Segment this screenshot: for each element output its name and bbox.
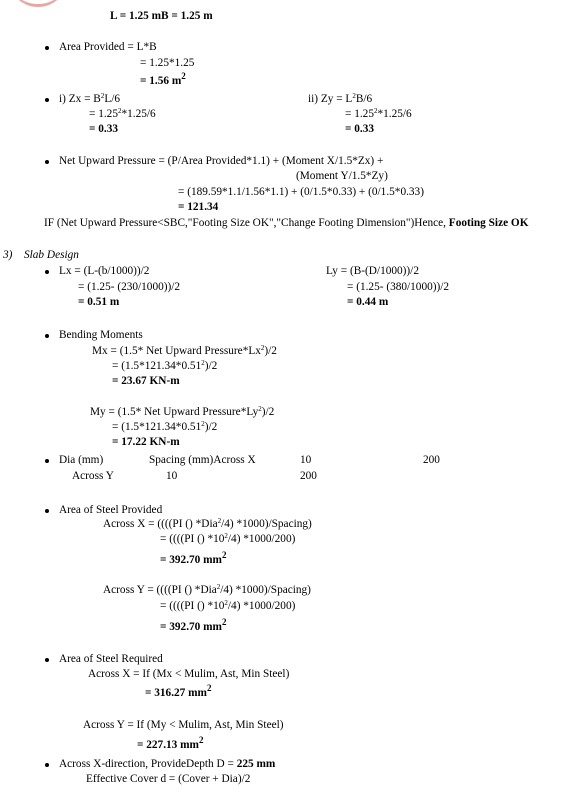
steel-required-y-formula: Across Y = If (My < Mulim, Ast, Min Steel) — [83, 719, 284, 731]
bullet — [45, 334, 49, 338]
my-calc: = $(1.5*121.34*0.51^2)/2$ — [112, 420, 218, 433]
steel-provided-x-result: = 392.70 $mm^2$ — [160, 550, 227, 566]
section-title: Slab Design — [24, 249, 79, 261]
bullet — [45, 459, 49, 463]
logo-fragment — [8, 0, 68, 7]
effective-cover: Effective Cover d = (Cover + Dia)/2 — [86, 773, 251, 785]
steel-provided-y-formula: Across Y = ((((PI () *Dia$^2$/4) *1000)/Spacing) — [103, 583, 311, 596]
net-upward-pressure-calc: = (189.59*1.1/1.56*1.1) + (0/1.5*0.33) + (0/1.5*0.33) — [178, 186, 424, 198]
zx-result: = 0.33 — [89, 123, 119, 135]
provide-depth: Across X-direction, ProvideDepth D = 225 mm — [59, 758, 276, 770]
bullet — [45, 46, 49, 50]
spacing-label: Spacing (mm)Across X — [149, 454, 256, 466]
lx-result: = 0.51 m — [78, 296, 120, 308]
ly-result: = 0.44 m — [347, 296, 389, 308]
steel-provided-x-calc: = ((((PI () $*10^2/4$) *1000/200) — [160, 532, 296, 545]
net-upward-pressure-formula: Net Upward Pressure = (P/Area Provided*1.1) + (Moment X/1.5*Zx) + — [59, 155, 384, 167]
dia-label: Dia (mm) — [59, 454, 104, 466]
lx-calc: = (1.25- (230/1000))/2 — [78, 281, 181, 293]
spacing-across-x: 200 — [423, 454, 440, 466]
my-result: = 17.22 KN-m — [112, 436, 180, 448]
bullet — [45, 160, 49, 164]
steel-provided-x-formula: Across X = ((((PI () *Dia$^2$/4) *1000)/Spacing) — [103, 517, 312, 530]
dia-across-y: 10 — [166, 470, 178, 482]
mx-formula: Mx = (1.5* Net Upward Pressure*Lx$^2$)/2 — [92, 344, 277, 357]
steel-required-x-result: = 316.27 $mm^2$ — [145, 683, 212, 699]
bullet — [45, 98, 49, 102]
lx-formula: Lx = (L-(b/1000))/2 — [59, 265, 150, 277]
dia-across-x: 10 — [300, 454, 312, 466]
mx-result: = 23.67 KN-m — [112, 375, 180, 387]
steel-required-label: Area of Steel Required — [59, 653, 163, 665]
bullet — [45, 763, 49, 767]
footing-check: IF (Net Upward Pressure<SBC,"Footing Size OK","Change Footing Dimension")Hence, Footing Size OK — [44, 217, 529, 229]
net-upward-pressure-formula-cont: (Moment Y/1.5*Zy) — [296, 170, 388, 182]
net-upward-pressure-result: = 121.34 — [178, 201, 219, 213]
zy-result: = 0.33 — [345, 123, 375, 135]
area-provided-result: = 1.56 $m^2$ — [140, 71, 186, 87]
across-y-label: Across Y — [72, 470, 114, 482]
section-number: 3) — [3, 249, 13, 261]
bullet — [45, 509, 49, 513]
zy-formula: ii) $Zy = L^2B/6$ — [308, 92, 373, 105]
steel-provided-y-calc: = ((((PI () $*10^2/4$) *1000/200) — [160, 599, 296, 612]
spacing-across-y: 200 — [300, 470, 317, 482]
bullet — [45, 270, 49, 274]
steel-provided-label: Area of Steel Provided — [59, 504, 163, 516]
steel-provided-y-result: = 392.70 $mm^2$ — [160, 617, 227, 633]
bending-moments-label: Bending Moments — [59, 329, 143, 341]
my-formula: My = (1.5* Net Upward Pressure*Ly$^2$)/2 — [90, 405, 275, 418]
steel-required-y-result: = 227.13 $mm^2$ — [137, 735, 204, 751]
zy-calc: = $1.25^2*1.25/6$ — [345, 107, 412, 120]
ly-calc: = (1.25- (380/1000))/2 — [347, 281, 450, 293]
mx-calc: = $(1.5*121.34*0.51^2)/2$ — [112, 359, 218, 372]
area-provided-label: Area Provided = L*B — [59, 41, 157, 53]
dimensions-line: L = 1.25 mB = 1.25 m — [110, 10, 213, 22]
zx-formula: i) $Zx = B^2L/6$ — [59, 92, 121, 105]
area-provided-calc: = 1.25*1.25 — [140, 57, 195, 69]
bullet — [45, 658, 49, 662]
steel-required-x-formula: Across X = If (Mx < Mulim, Ast, Min Steel) — [88, 668, 290, 680]
zx-calc: = $1.25^2*1.25/6$ — [89, 107, 156, 120]
ly-formula: Ly = (B-(D/1000))/2 — [326, 265, 419, 277]
